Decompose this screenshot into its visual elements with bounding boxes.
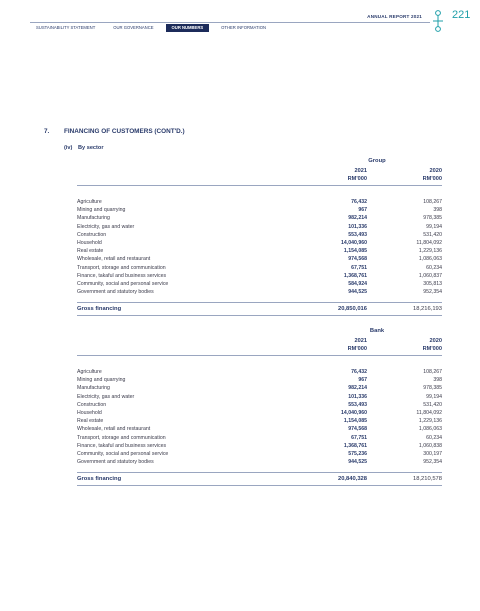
row-value-2021: 944,525 — [348, 289, 367, 296]
table-entity: Bank — [369, 328, 385, 334]
total-row — [77, 302, 442, 316]
table-row — [77, 239, 442, 247]
table-row — [77, 206, 442, 214]
table-row — [77, 368, 442, 376]
row-value-2021: 67,751 — [351, 264, 367, 271]
table-row — [77, 401, 442, 409]
nav-our-numbers[interactable]: OUR NUMBERS — [166, 24, 210, 32]
bank-table — [77, 328, 442, 493]
row-value-2020: 531,420 — [423, 231, 442, 238]
col2-unit: RM'000 — [422, 175, 442, 182]
table-row — [77, 393, 442, 401]
row-label: Government and statutory bodies — [77, 289, 154, 296]
row-value-2021: 553,493 — [348, 401, 367, 408]
table-row — [77, 223, 442, 231]
col1-header — [307, 338, 367, 353]
table-row — [77, 247, 442, 255]
row-value-2021: 1,154,085 — [343, 418, 367, 425]
header-divider — [77, 355, 442, 356]
row-label: Manufacturing — [77, 215, 110, 222]
row-value-2020: 1,060,838 — [418, 442, 442, 449]
sub-number: (iv) — [64, 145, 73, 151]
row-label: Finance, takaful and business services — [77, 272, 167, 279]
table-row — [77, 231, 442, 239]
row-label: Transport, storage and communication — [77, 264, 166, 271]
table-row — [77, 255, 442, 263]
table-row — [77, 384, 442, 392]
row-value-2020: 952,354 — [423, 459, 442, 466]
table-row — [77, 442, 442, 450]
row-label: Wholesale, retail and restaurant — [77, 426, 151, 433]
row-value-2021: 553,493 — [348, 231, 367, 238]
row-value-2021: 14,040,960 — [341, 240, 367, 246]
row-label: Electricity, gas and water — [77, 393, 135, 400]
table-row — [77, 409, 442, 417]
row-value-2021: 967 — [358, 207, 367, 214]
col1-unit: RM'000 — [347, 175, 367, 182]
row-label: Electricity, gas and water — [77, 223, 135, 230]
report-title: ANNUAL REPORT 2021 — [367, 14, 422, 19]
row-value-2020: 108,267 — [423, 199, 442, 205]
col1-header — [307, 168, 367, 183]
col2-unit: RM'000 — [422, 345, 442, 352]
header-divider — [30, 22, 430, 23]
row-value-2020: 60,234 — [426, 264, 442, 271]
row-value-2021: 101,336 — [348, 393, 367, 400]
row-label: Mining and quarrying — [77, 207, 126, 214]
total-value-2020: 18,210,578 — [412, 476, 442, 482]
table-row — [77, 214, 442, 222]
nav-sustainability-statement[interactable]: SUSTAINABILITY STATEMENT — [36, 25, 96, 30]
sub-title: By sector — [78, 145, 104, 151]
section-heading — [44, 128, 185, 135]
row-label: Construction — [77, 231, 107, 238]
row-value-2020: 978,385 — [423, 385, 442, 392]
table-row — [77, 272, 442, 280]
col2-header — [382, 338, 442, 353]
row-value-2020: 398 — [433, 377, 442, 384]
row-value-2020: 300,197 — [423, 451, 442, 457]
table-row — [77, 417, 442, 425]
row-value-2021: 76,432 — [351, 199, 367, 205]
section-nav — [30, 24, 278, 32]
section-number: 7. — [44, 128, 50, 135]
table-row — [77, 264, 442, 272]
table-entity: Group — [368, 158, 386, 164]
row-label: Government and statutory bodies — [77, 459, 154, 466]
row-value-2021: 76,432 — [351, 369, 367, 375]
col2-year: 2020 — [429, 168, 442, 174]
row-label: Finance, takaful and business services — [77, 442, 167, 449]
row-label: Agriculture — [77, 199, 102, 205]
row-value-2020: 1,086,063 — [418, 256, 442, 263]
table-row — [77, 376, 442, 384]
row-value-2021: 67,751 — [351, 434, 367, 441]
row-value-2020: 398 — [433, 207, 442, 214]
nav-other-information[interactable]: OTHER INFORMATION — [221, 25, 266, 30]
table-row — [77, 280, 442, 288]
row-value-2020: 11,804,092 — [416, 240, 442, 246]
row-value-2021: 982,214 — [348, 385, 367, 392]
row-value-2021: 967 — [358, 377, 367, 384]
row-value-2020: 952,354 — [423, 289, 442, 296]
row-value-2020: 99,194 — [426, 223, 442, 230]
row-value-2021: 1,368,761 — [343, 442, 367, 449]
row-value-2020: 99,194 — [426, 393, 442, 400]
row-label: Community, social and personal service — [77, 281, 169, 287]
row-value-2021: 944,525 — [348, 459, 367, 466]
sub-heading — [64, 145, 104, 151]
row-value-2020: 1,229,136 — [418, 418, 442, 425]
col2-header — [382, 168, 442, 183]
row-value-2020: 60,234 — [426, 434, 442, 441]
col1-unit: RM'000 — [347, 345, 367, 352]
row-value-2021: 982,214 — [348, 215, 367, 222]
row-value-2020: 11,804,092 — [416, 410, 442, 416]
row-label: Real estate — [77, 418, 104, 425]
row-value-2020: 1,060,837 — [418, 272, 442, 279]
table-row — [77, 425, 442, 433]
col1-year: 2021 — [354, 168, 367, 174]
table-row — [77, 198, 442, 206]
table-row — [77, 434, 442, 442]
total-label: Gross financing — [77, 476, 122, 482]
row-label: Household — [77, 410, 102, 416]
row-value-2021: 584,924 — [348, 281, 367, 287]
row-value-2021: 1,368,761 — [343, 272, 367, 279]
row-value-2021: 974,568 — [348, 256, 367, 263]
section-title: FINANCING OF CUSTOMERS (CONT'D.) — [64, 128, 185, 135]
col2-year: 2020 — [429, 338, 442, 344]
total-label: Gross financing — [77, 306, 122, 312]
page-header — [0, 0, 480, 40]
row-value-2021: 1,154,085 — [343, 248, 367, 255]
row-value-2020: 1,229,136 — [418, 248, 442, 255]
row-label: Agriculture — [77, 369, 102, 375]
row-label: Manufacturing — [77, 385, 110, 392]
nav-our-governance[interactable]: OUR GOVERNANCE — [113, 25, 154, 30]
row-value-2020: 531,420 — [423, 401, 442, 408]
row-value-2020: 1,086,063 — [418, 426, 442, 433]
total-value-2021: 20,850,016 — [337, 306, 367, 312]
row-value-2021: 575,236 — [348, 451, 367, 457]
row-value-2020: 305,813 — [423, 281, 442, 287]
table-row — [77, 458, 442, 466]
total-row — [77, 472, 442, 486]
row-label: Transport, storage and communication — [77, 434, 166, 441]
col1-year: 2021 — [354, 338, 367, 344]
row-value-2020: 978,385 — [423, 215, 442, 222]
row-value-2021: 101,336 — [348, 223, 367, 230]
row-label: Real estate — [77, 248, 104, 255]
group-table — [77, 158, 442, 318]
row-label: Community, social and personal service — [77, 451, 169, 457]
row-value-2021: 14,040,960 — [341, 410, 367, 416]
header-divider — [77, 185, 442, 186]
row-value-2020: 108,267 — [423, 369, 442, 375]
total-value-2020: 18,216,193 — [412, 306, 442, 312]
table-row — [77, 288, 442, 296]
table-row — [77, 450, 442, 458]
row-label: Household — [77, 240, 102, 246]
row-value-2021: 974,568 — [348, 426, 367, 433]
page-number: 221 — [452, 9, 471, 21]
total-value-2021: 20,840,328 — [337, 476, 367, 482]
row-label: Mining and quarrying — [77, 377, 126, 384]
row-label: Wholesale, retail and restaurant — [77, 256, 151, 263]
brand-logo-icon — [430, 9, 446, 33]
row-label: Construction — [77, 401, 107, 408]
